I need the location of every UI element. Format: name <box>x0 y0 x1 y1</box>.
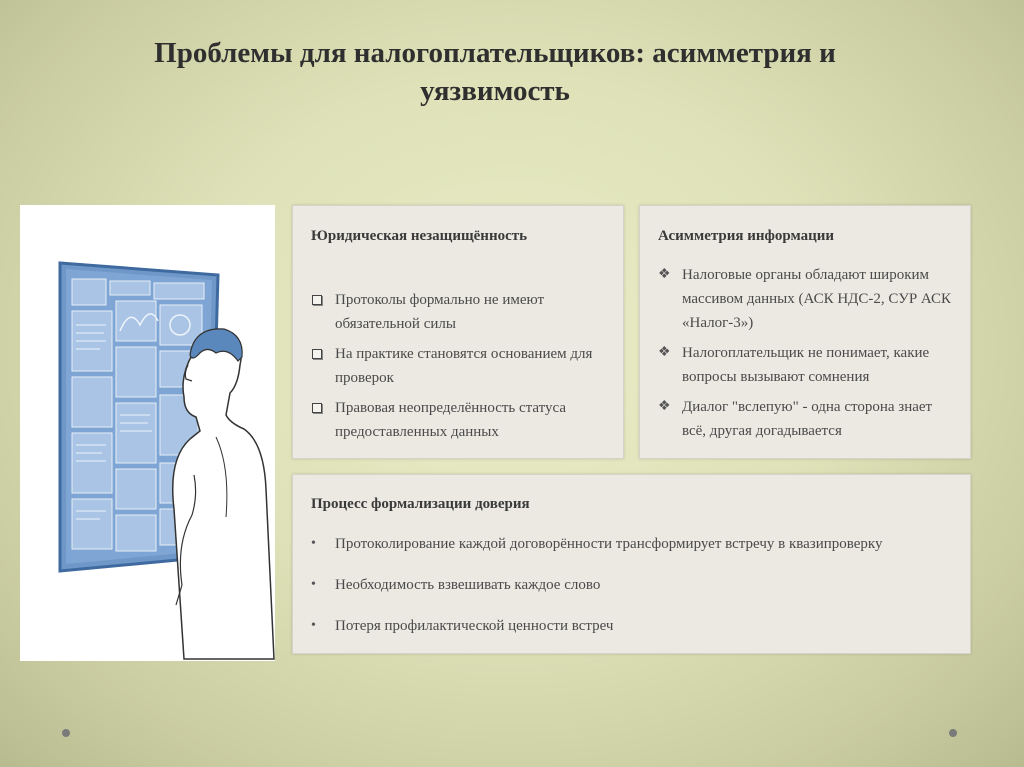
list-item: Протоколы формально не имеют обязательной силы <box>311 288 607 336</box>
checkbox-bullet-icon <box>312 349 322 359</box>
diamond-bullet-icon: ❖ <box>658 267 671 282</box>
decorative-dot-right-icon <box>949 729 957 737</box>
asymmetry-list <box>658 263 958 443</box>
list-item: ❖ Диалог "вслепую" - одна сторона знает всё, другая догадывается <box>658 395 958 443</box>
decorative-dot-left-icon <box>62 729 70 737</box>
legal-list <box>311 288 607 444</box>
diamond-bullet-icon: ❖ <box>658 399 671 414</box>
man-viewing-dashboard-icon <box>20 205 275 661</box>
process-card-title: Процесс формализации доверия <box>311 496 530 512</box>
bullet-icon: • <box>311 618 316 633</box>
asymmetry-card <box>639 205 971 459</box>
list-item: • Потеря профилактической ценности встреч <box>311 614 951 638</box>
checkbox-bullet-icon <box>312 295 322 305</box>
list-item: На практике становятся основанием для проверок <box>311 342 607 390</box>
checkbox-bullet-icon <box>312 403 322 413</box>
asymmetry-card-title: Асимметрия информации <box>658 228 835 244</box>
diamond-bullet-icon: ❖ <box>658 345 671 360</box>
slide-title: Проблемы для налогоплательщиков: асимметрия и уязвимость <box>154 37 836 107</box>
bullet-icon: • <box>311 577 316 592</box>
list-item: • Необходимость взвешивать каждое слово <box>311 573 951 597</box>
process-list <box>311 532 951 638</box>
list-item: • Протоколирование каждой договорённости трансформирует встречу в квазипроверку <box>311 532 951 556</box>
list-item: ❖ Налоговые органы обладают широким массивом данных (АСК НДС-2, СУР АСК «Налог-3») <box>658 263 958 335</box>
legal-card <box>292 205 624 459</box>
bullet-icon: • <box>311 536 316 551</box>
list-item: ❖ Налогоплательщик не понимает, какие вопросы вызывают сомнения <box>658 341 958 389</box>
list-item: Правовая неопределённость статуса предоставленных данных <box>311 396 607 444</box>
legal-card-title: Юридическая незащищённость <box>311 228 528 244</box>
process-card <box>292 474 971 654</box>
dashboard-illustration <box>20 205 275 661</box>
